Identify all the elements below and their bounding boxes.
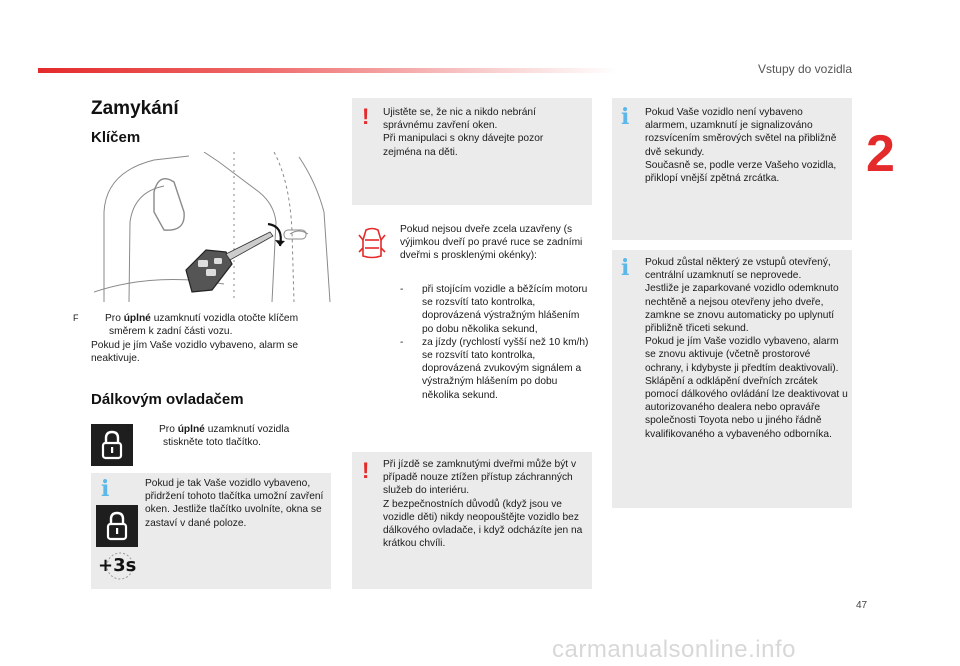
remote-info-text: Pokud je tak Vaše vozidlo vybaveno, přidržení tohoto tlačítka umožní zavření oken. Jestliže tlačítko uvolníte, okna se zastaví v dané poloze. — [145, 478, 324, 529]
arrow-bullet-icon: F — [127, 424, 133, 434]
warning-icon: ! — [362, 458, 370, 483]
section-title: Vstupy do vozidla — [757, 62, 852, 76]
info-icon: i — [101, 476, 110, 502]
hold-timer-icon — [98, 550, 137, 582]
watermark: carmanualsonline.info — [552, 636, 796, 663]
door-open-warning-icon — [358, 226, 386, 262]
key-alarm-note: Pokud je jím Vaše vozidlo vybaveno, alarm se neaktivuje. — [91, 340, 299, 365]
arrow-bullet-icon: F — [73, 313, 79, 323]
key-instruction: F Pro úplné uzamknutí vozidla otočte klíčem směrem k zadní části vozu. — [73, 313, 299, 338]
doors-intro: Pokud nejsou dveře zcela uzavřeny (s výjimkou dveří po pravé ruce se zadními dveřmi s prosklenými okénky): — [400, 224, 583, 262]
warning-windows-text: Ujistěte se, že nic a nikdo nebrání správnému zavření oken. Při manipulaci s okny dávejte pozor zejména na děti. — [383, 107, 544, 158]
remote-heading: Dálkovým ovladačem — [91, 391, 244, 408]
lock-button-icon — [96, 505, 138, 547]
info-icon: i — [621, 104, 630, 130]
info-signals-text: Pokud Vaše vozidlo není vybaveno alarmem, uzamknutí je signalizováno rozsvícením směrových světel na přibližně dvě sekundy. Současně se, podle verze Vašeho vozidla, přiklopí vnější zpětná zrcátka. — [645, 107, 837, 185]
key-fob-icon — [186, 224, 285, 292]
page-title: Zamykání — [91, 98, 179, 119]
list-item: - za jízdy (rychlostí vyšší než 10 km/h) se rozsvítí tato kontrolka, doprovázená zvukovým signálem a výstražným hlášením po dobu několika sekund. — [400, 336, 589, 401]
warning-icon: ! — [362, 104, 370, 129]
page-number: 47 — [856, 600, 868, 611]
list-item: - při stojícím vozidle a běžícím motoru se rozsvítí tato kontrolka, doprovázená výstražným hlášením po dobu několika sekund, — [400, 284, 588, 335]
header-accent-bar — [38, 68, 618, 73]
doors-list — [400, 283, 590, 402]
warning-emergency-text: Při jízdě se zamknutými dveřmi může být v případě nouze ztížen přístup záchranných služeb do interiéru. Z bezpečnostních důvodů (když jsou ve vozidle děti) nikdy neopouštějte vozidlo bez dálkového ovladače, i když odcházíte jen na krátkou chvíli. — [383, 459, 583, 550]
hold-time-label: +3s — [98, 555, 137, 576]
chapter-number: 2 — [866, 125, 895, 183]
key-heading: Klíčem — [91, 129, 141, 146]
info-central-locking-text: Pokud zůstal některý ze vstupů otevřený, centrální uzamknutí se neprovede. Jestliže je zaparkované vozidlo odemknuto nechtěně a nejsou otevřeny jeho dveře, zamkne se znovu automaticky po uplynutí přibližně třiceti sekund. Pokud je jím Vaše vozidlo vybaveno, alarm se znovu aktivuje (včetně prostorové ochrany, i kdybyste ji předtím deaktivovali). Sklápění a odklápění dveřních zrcátek pomocí dálkového ovládání lze deaktivovat u autorizovaného dealera nebo opraváře společnosti Toyota nebo u jiného řádně kvalifikovaného a vybaveného odborníka. — [645, 257, 848, 440]
info-icon: i — [621, 255, 630, 281]
remote-instruction: F Pro úplné uzamknutí vozidla stiskněte toto tlačítko. — [127, 424, 290, 449]
door-key-illustration — [94, 152, 334, 307]
